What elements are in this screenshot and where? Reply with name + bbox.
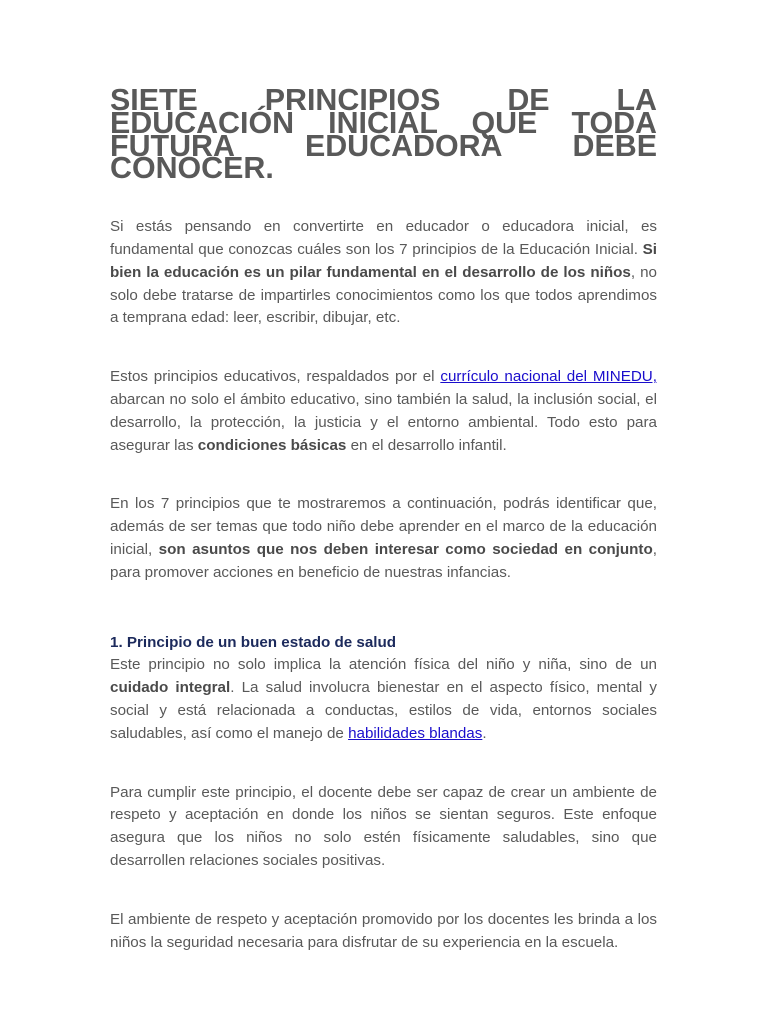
- section-heading-health: 1. Principio de un buen estado de salud: [110, 633, 397, 651]
- respect-paragraph: El ambiente de respeto y aceptación promovido por los docentes les brinda a los niños la seguridad necesaria para disfrutar de su experiencia en la escuela.: [110, 910, 657, 951]
- health-bold-text: cuidado integral: [110, 679, 231, 697]
- society-bold-text: son asuntos que nos deben interesar como sociedad en conjunto: [158, 540, 653, 558]
- intro-bold-text: Si bien la educación es un pilar fundamental en el desarrollo de los niños: [110, 240, 657, 281]
- principles-text-3: en el desarrollo infantil.: [346, 436, 507, 454]
- society-text-2: , para promover acciones en beneficio de nuestras infancias.: [110, 540, 657, 581]
- health-text-3: .: [482, 724, 487, 742]
- document-page: [110, 83, 657, 954]
- society-paragraph: [110, 493, 657, 584]
- principles-paragraph: [110, 366, 657, 457]
- health-text-2: . La salud involucra bienestar en el aspecto físico, mental y social y está relacionada a conductas, estilos de vida, entornos sociales saludables, así como el manejo de: [110, 679, 657, 742]
- teacher-paragraph: Para cumplir este principio, el docente debe ser capaz de crear un ambiente de respeto y aceptación en donde los niños se sientan seguros. Este enfoque asegura que los niños no solo estén físicamente saludables, sino que desarrollen relaciones sociales positivas.: [110, 783, 657, 869]
- curriculo-minedu-link[interactable]: currículo nacional del MINEDU,: [440, 368, 657, 386]
- principles-text-1: Estos principios educativos, respaldados por el: [110, 368, 441, 386]
- health-paragraph: [110, 654, 657, 745]
- document-title: SIETE PRINCIPIOS DE LA EDUCACIÓN INICIAL QUE TODA FUTURA EDUCADORA DEBE CONOCER.: [110, 83, 657, 186]
- habilidades-blandas-link[interactable]: habilidades blandas: [348, 724, 483, 742]
- principles-text-2: abarcan no solo el ámbito educativo, sino también la salud, la inclusión social, el desarrollo, la protección, la justicia y el entorno ambiental. Todo esto para asegurar las: [110, 390, 657, 454]
- health-text-1: Este principio no solo implica la atención física del niño y niña, sino de un: [110, 656, 657, 674]
- society-text-1: En los 7 principios que te mostraremos a continuación, podrás identificar que, además de ser temas que todo niño debe aprender en el marco de la educación inicial,: [110, 495, 657, 558]
- principles-bold-text: condiciones básicas: [197, 436, 347, 454]
- intro-paragraph: [110, 216, 657, 330]
- intro-text-1: Si estás pensando en convertirte en educador o educadora inicial, es fundamental que conozcas cuáles son los 7 principios de la Educación Inicial.: [110, 218, 657, 258]
- intro-text-2: , no solo debe tratarse de impartirles conocimientos como los que todos aprendimos a temprana edad: leer, escribir, dibujar, etc.: [110, 263, 657, 327]
